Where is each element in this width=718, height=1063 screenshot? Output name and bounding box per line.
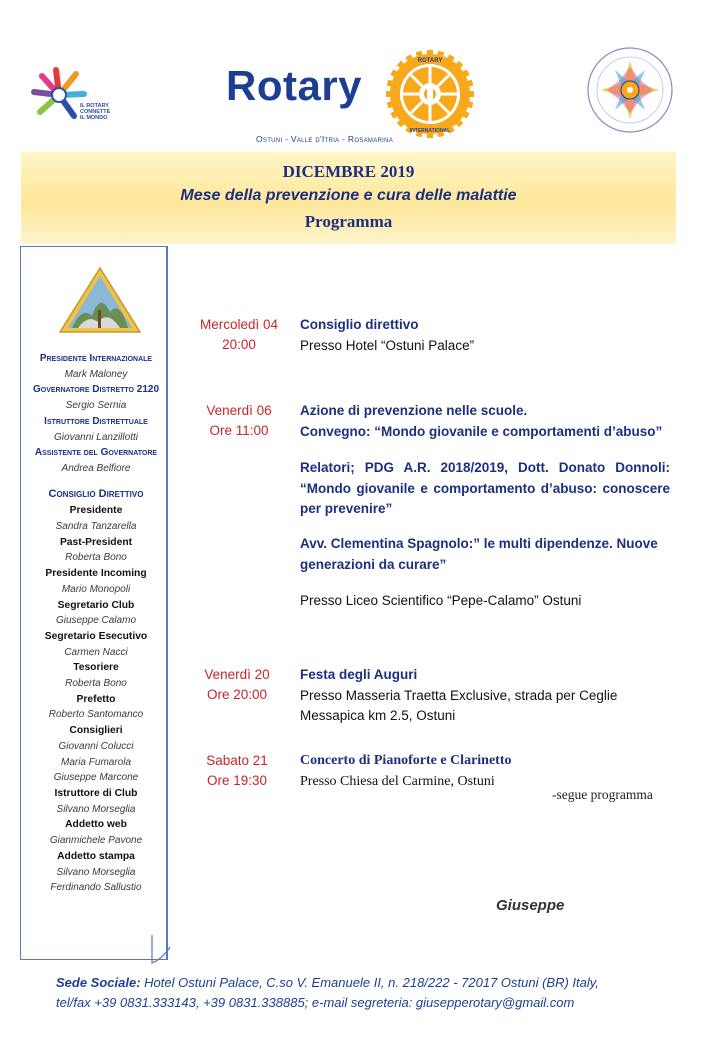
event-day: Venerdì 20: [204, 667, 270, 682]
board-name: Roberta Bono: [65, 678, 127, 690]
event-time: Ore 19:30: [206, 773, 268, 788]
board-role: Prefetto: [76, 693, 116, 705]
board-role: Addetto stampa: [57, 850, 135, 862]
board-role: Tesoriere: [73, 662, 119, 674]
officer-name: Giovanni Lanzillotti: [54, 431, 138, 443]
event-title: Concerto di Pianoforte e Clarinetto: [300, 753, 512, 768]
board-name: Carmen Nacci: [64, 646, 128, 658]
board-name: Silvano Morseglia: [56, 803, 136, 815]
event-body: [300, 401, 670, 442]
board-role: Past-President: [59, 536, 133, 548]
event-day: Mercoledì 04: [199, 317, 279, 332]
footer-line-2: tel/fax +39 0831.333143, +39 0831.338885; e-mail segreteria: giusepperotary@gmail.com: [56, 995, 575, 1010]
officer-name: Mark Maloney: [64, 368, 128, 380]
board-heading: Consiglio Direttivo: [48, 487, 144, 500]
club-emblem-icon: [58, 266, 142, 334]
board-name: Sandra Tanzarella: [55, 521, 137, 533]
month-title: DICEMBRE 2019: [282, 162, 415, 181]
board-role: Presidente: [69, 505, 123, 517]
board-name: Giovanni Colucci: [58, 740, 134, 752]
board-role: Segretario Esecutivo: [44, 630, 148, 642]
footer-line-1: Hotel Ostuni Palace, C.so V. Emanuele II, n. 218/222 - 72017 Ostuni (BR) Italy,: [144, 975, 599, 990]
wheel-text-top: ROTARY: [417, 58, 443, 64]
event-date: [183, 665, 291, 705]
event-place: Presso Masseria Traetta Exclusive, strada per Ceglie Messapica km 2.5, Ostuni: [300, 687, 618, 723]
officer-role: Istruttore Distrettuale: [44, 415, 148, 427]
rotary-wheel-icon: [384, 48, 476, 140]
event-time: Ore 20:00: [206, 687, 268, 702]
title-band: [21, 152, 676, 244]
board-role: Addetto web: [65, 819, 127, 831]
event-date: [185, 315, 293, 355]
officers-list: [21, 351, 171, 896]
board-role: Consiglieri: [69, 725, 123, 737]
continued-note: -segue programma: [552, 787, 653, 802]
board-name: Mario Monopoli: [61, 583, 131, 595]
event-title: Festa degli Auguri: [300, 667, 418, 682]
board-role: Segretario Club: [57, 599, 135, 611]
board-name: Giuseppe Marcone: [53, 772, 139, 784]
event-place: Presso Chiesa del Carmine, Ostuni: [300, 773, 495, 789]
event-date: [183, 751, 291, 791]
board-name: Roberto Santomanco: [48, 709, 144, 721]
event-speaker-2: [300, 534, 670, 575]
event-body: [300, 315, 670, 356]
board-name: Gianmichele Pavone: [49, 835, 143, 847]
board-role: Presidente Incoming: [45, 568, 147, 580]
event-time: Ore 11:00: [209, 423, 269, 438]
officer-role: Governatore Distretto 2120: [32, 384, 160, 396]
event-subtitle: Convegno: “Mondo giovanile e comportamenti d’abuso”: [300, 423, 663, 439]
event-location: [300, 591, 670, 612]
wheel-text-bottom: INTERNATIONAL: [409, 128, 451, 134]
event-speakers: [300, 458, 670, 520]
officer-name: Sergio Sernia: [65, 400, 127, 412]
board-name: Roberta Bono: [65, 552, 127, 564]
wheel-tooth: [427, 50, 433, 58]
officer-name: Andrea Belfiore: [61, 462, 131, 474]
event-body: [300, 665, 670, 727]
board-role: Istruttore di Club: [54, 787, 138, 799]
club-name: Ostuni - Valle d'Itria - Rosamarina: [256, 134, 394, 144]
event-avv: Avv. Clementina Spagnolo:” le multi dipendenze. Nuove generazioni da curare”: [300, 536, 658, 572]
logo-left-caption: IL ROTARY CONNETTE IL MONDO: [80, 103, 111, 121]
board-name: Giuseppe Calamo: [55, 615, 137, 627]
board-name: Ferdinando Sallustio: [50, 882, 142, 894]
event-body: [300, 751, 670, 792]
officer-role: Assistente del Governatore: [34, 447, 158, 459]
footer-address: [56, 973, 696, 1013]
event-day: Sabato 21: [206, 753, 268, 768]
event-time: 20:00: [222, 337, 256, 352]
footer-label: Sede Sociale:: [56, 975, 141, 990]
district-emblem-icon: [585, 45, 675, 135]
event-relatori: Relatori; PDG A.R. 2018/2019, Dott. Donato Donnoli: “Mondo giovanile e comportamento d’abuso: conoscere per prevenire”: [300, 460, 670, 516]
wheel-tooth: [386, 91, 394, 97]
event-day: Venerdì 06: [206, 403, 272, 418]
officer-role: Presidente Internazionale: [39, 353, 153, 364]
page-curl-icon: [150, 935, 172, 965]
event-place: Presso Liceo Scientifico “Pepe-Calamo” Ostuni: [300, 593, 582, 608]
wheel-tooth: [466, 91, 474, 97]
event-date: [185, 401, 293, 441]
event-title: Azione di prevenzione nelle scuole.: [300, 403, 528, 418]
event-title: Consiglio direttivo: [300, 317, 419, 332]
board-name: Silvano Morseglia: [56, 866, 136, 878]
signature: Giuseppe: [496, 897, 565, 914]
event-place: Presso Hotel “Ostuni Palace”: [300, 337, 475, 353]
board-name: Maria Fumarola: [60, 756, 132, 768]
month-theme: Mese della prevenzione e cura delle malattie: [180, 187, 517, 204]
rotary-wordmark: Rotary: [226, 62, 363, 109]
program-heading: Programma: [304, 212, 393, 231]
